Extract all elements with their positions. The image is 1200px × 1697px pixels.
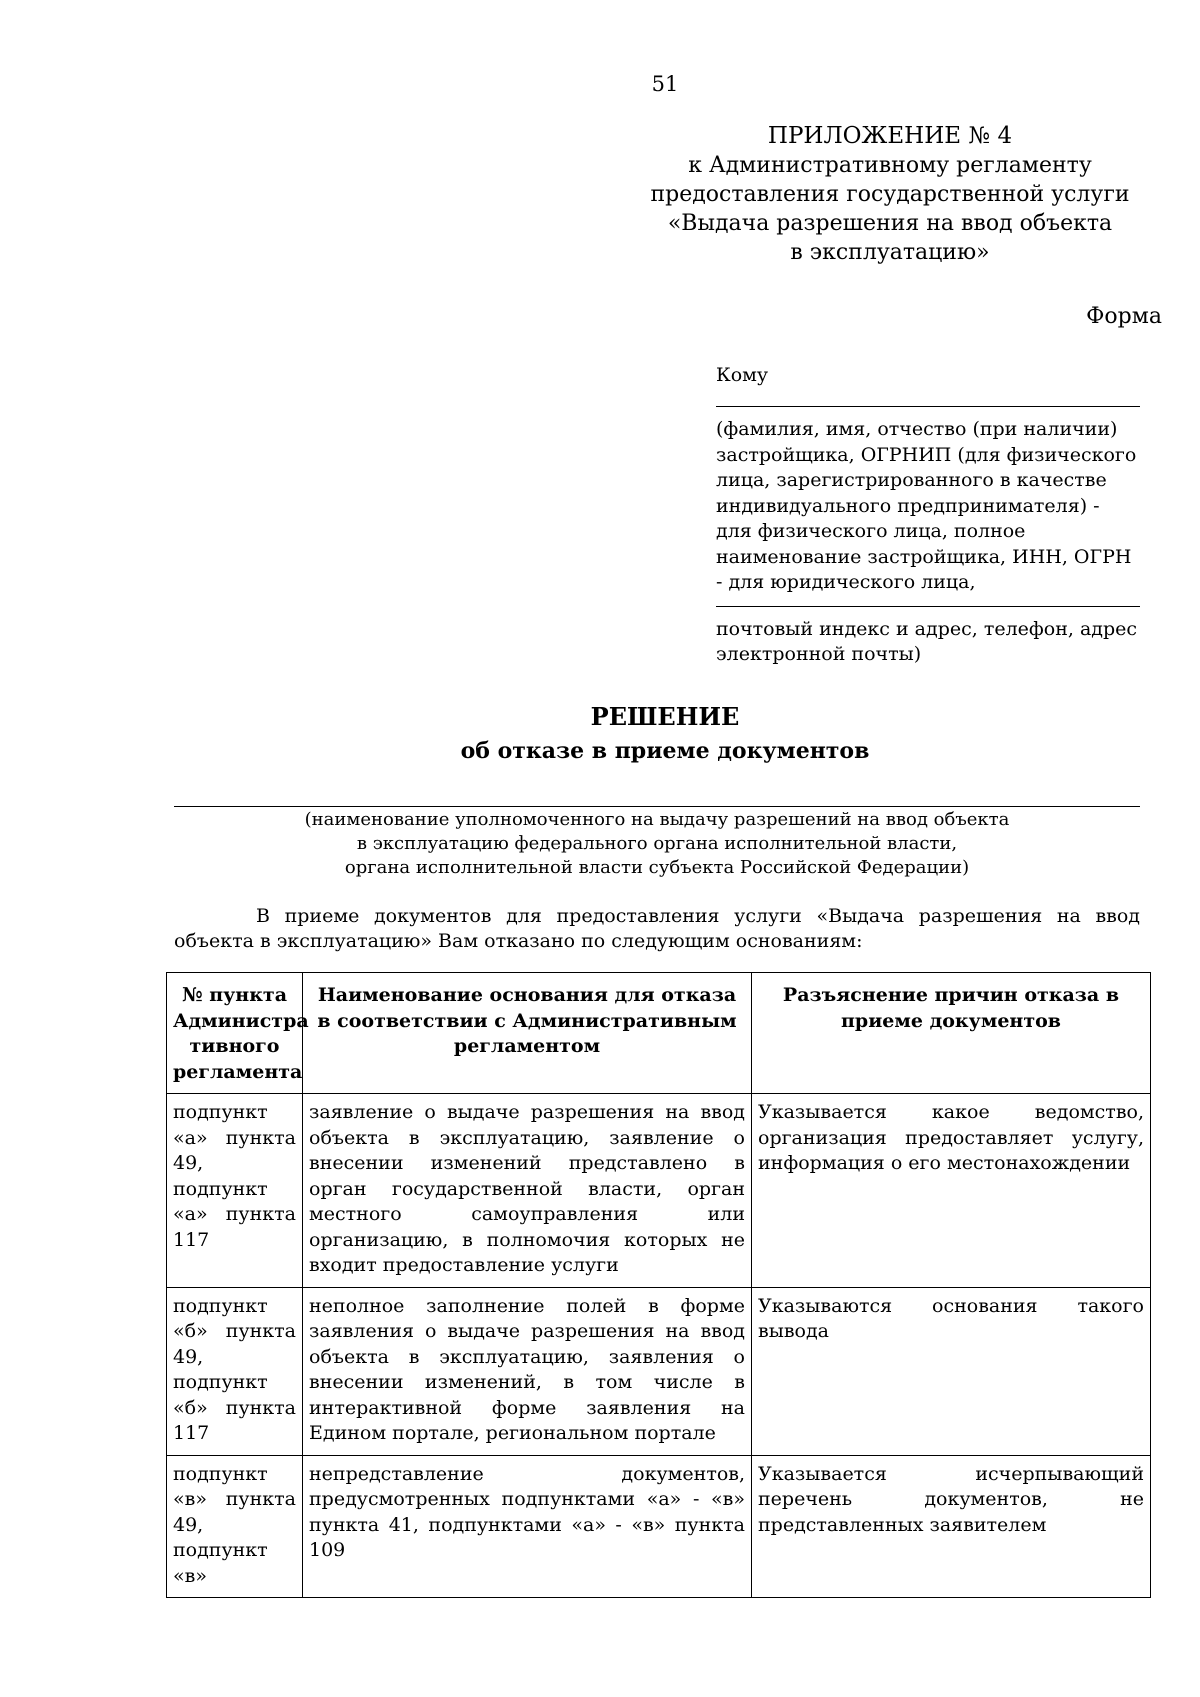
address-fill-line [716,606,1140,607]
intro-paragraph: В приеме документов для предоставления услуги «Выдача разрешения на ввод объекта в эксплуатацию» Вам отказано по следующим основаниям: [174,905,1140,952]
appendix-line-1: к Административному регламенту [688,153,1092,178]
addressee-block [716,364,1140,668]
row-clause: подпункт «б» пункта 49, подпункт «б» пункта 117 [167,1287,303,1455]
row-clause: подпункт «а» пункта 49, подпункт «а» пункта 117 [167,1094,303,1288]
header-explanation: Разъяснение причин отказа в приеме документов [752,973,1151,1094]
row-ground: заявление о выдаче разрешения на ввод объекта в эксплуатацию, заявление о внесении изменений представлено в орган государственной власти, орган местного самоуправления или организацию, в полномочия которых не входит предоставление услуги [303,1094,752,1288]
table-header-row [167,973,1151,1094]
contact-note: почтовый индекс и адрес, телефон, адрес электронной почты) [716,617,1138,665]
to-label: Кому [716,364,769,386]
decision-title: РЕШЕНИЕ [590,702,740,731]
row-explanation: Указываются основания такого вывода [752,1287,1151,1455]
decision-heading [0,700,1200,768]
addressee-fill-line [716,406,1140,407]
decision-subtitle: об отказе в приеме документов [460,738,870,764]
page-number: 51 [651,72,679,96]
header-ground: Наименование основания для отказа в соответствии с Административным регламентом [303,973,752,1094]
table-row [167,1094,1151,1288]
authority-note-line-2: в эксплуатацию федерального органа исполнительной власти, [356,833,958,854]
row-explanation: Указывается исчерпывающий перечень документов, не представленных заявителем [752,1455,1151,1598]
appendix-line-3: «Выдача разрешения на ввод объекта [667,211,1113,236]
refusal-grounds-table [166,972,1151,1598]
row-clause: подпункт «в» пункта 49, подпункт «в» [167,1455,303,1598]
row-explanation: Указывается какое ведомство, организация предоставляет услугу, информация о его местонахождении [752,1094,1151,1288]
authority-note-line-3: органа исполнительной власти субъекта Российской Федерации) [344,857,970,878]
table-row [167,1455,1151,1598]
table-row [167,1287,1151,1455]
appendix-line-4: в эксплуатацию» [790,240,990,265]
appendix-header [640,122,1140,267]
appendix-title: ПРИЛОЖЕНИЕ № 4 [767,123,1013,149]
authority-note [174,808,1140,880]
header-clause: № пункта Администра тивного регламента [167,973,303,1094]
authority-note-line-1: (наименование уполномоченного на выдачу разрешений на ввод объекта [304,809,1010,830]
row-ground: непредставление документов, предусмотренных подпунктами «а» - «в» пункта 41, подпунктами «а» - «в» пункта 109 [303,1455,752,1598]
appendix-line-2: предоставления государственной услуги [650,182,1130,207]
authority-fill-line [174,806,1140,807]
applicant-note: (фамилия, имя, отчество (при наличии) застройщика, ОГРНИП (для физического лица, зарегистрированного в качестве индивидуального предпринимателя) - для физического лица, полное наименование застройщика, ИНН, ОГРН - для юридического лица, [716,418,1137,593]
row-ground: неполное заполнение полей в форме заявления о выдаче разрешения на ввод объекта в эксплуатацию, заявления о внесении изменений, в том числе в интерактивной форме заявления на Едином портале, региональном портале [303,1287,752,1455]
form-label: Форма [1086,304,1162,329]
